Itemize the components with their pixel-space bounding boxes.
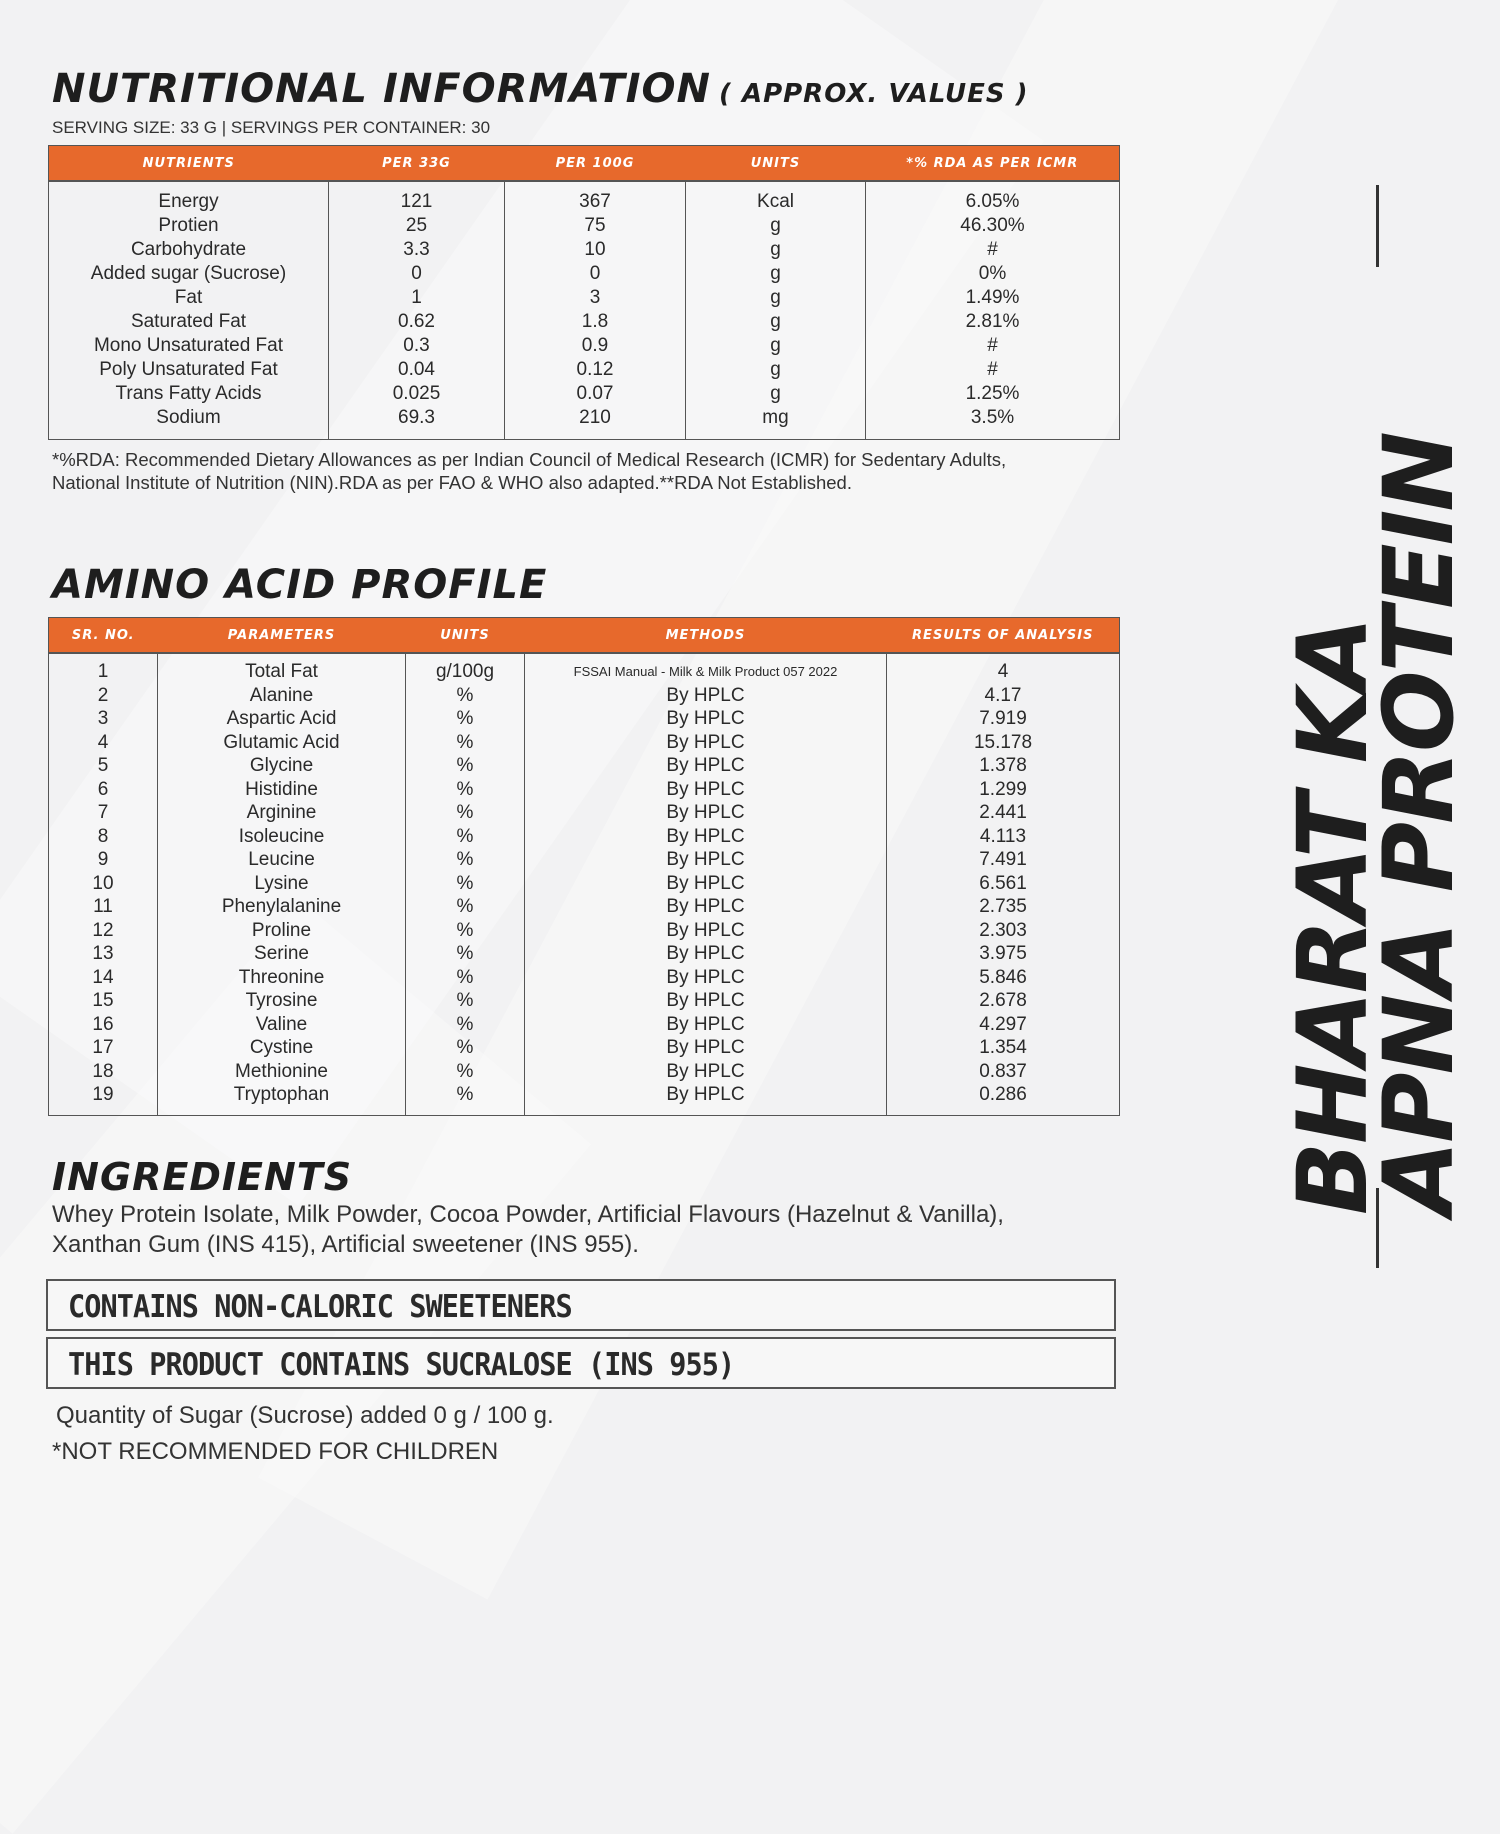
- sucralose-warning-box: [46, 1337, 1116, 1389]
- amino-cell: By HPLC: [525, 989, 887, 1013]
- amino-cell: %: [406, 731, 525, 755]
- nutrition-cell: 1.49%: [866, 286, 1120, 310]
- amino-cell: 2.441: [887, 801, 1120, 825]
- amino-cell: 1.299: [887, 778, 1120, 802]
- nutrition-cell: 3: [505, 286, 686, 310]
- sucralose-warning-text: THIS PRODUCT CONTAINS SUCRALOSE (INS 955): [68, 1347, 735, 1383]
- amino-cell: %: [406, 684, 525, 708]
- amino-row: [49, 872, 1120, 896]
- amino-cell: 4: [887, 653, 1120, 684]
- amino-row: [49, 1083, 1120, 1115]
- nutrition-subtitle: ( APPROX. VALUES ): [719, 79, 1029, 109]
- amino-row: [49, 825, 1120, 849]
- amino-cell: Tyrosine: [158, 989, 406, 1013]
- amino-cell: 4.113: [887, 825, 1120, 849]
- amino-row: [49, 653, 1120, 684]
- amino-cell: Valine: [158, 1013, 406, 1037]
- nutrition-cell: Carbohydrate: [49, 238, 329, 262]
- amino-cell: 13: [49, 942, 158, 966]
- amino-row: [49, 848, 1120, 872]
- amino-cell: Total Fat: [158, 653, 406, 684]
- amino-cell: By HPLC: [525, 731, 887, 755]
- nutrition-table: [48, 145, 1120, 440]
- amino-row: [49, 731, 1120, 755]
- amino-cell: %: [406, 707, 525, 731]
- amino-cell: 10: [49, 872, 158, 896]
- amino-row: [49, 1036, 1120, 1060]
- amino-cell: By HPLC: [525, 778, 887, 802]
- amino-row: [49, 989, 1120, 1013]
- nutrition-cell: 3.5%: [866, 406, 1120, 440]
- amino-row: [49, 942, 1120, 966]
- ingredients-list: [52, 1200, 1132, 1260]
- amino-cell: 7.919: [887, 707, 1120, 731]
- rda-footnote: [52, 448, 1132, 494]
- amino-cell: 0.286: [887, 1083, 1120, 1115]
- nutrition-header-cell: PER 33G: [329, 146, 505, 182]
- children-note: *NOT RECOMMENDED FOR CHILDREN: [52, 1438, 499, 1465]
- amino-cell: 17: [49, 1036, 158, 1060]
- nutrition-cell: 0.07: [505, 382, 686, 406]
- amino-cell: 7: [49, 801, 158, 825]
- amino-cell: 3.975: [887, 942, 1120, 966]
- nutrition-cell: 25: [329, 214, 505, 238]
- nutrition-title-text: NUTRITIONAL INFORMATION: [52, 66, 712, 112]
- amino-cell: %: [406, 1036, 525, 1060]
- amino-cell: %: [406, 942, 525, 966]
- amino-cell: By HPLC: [525, 919, 887, 943]
- slogan-line1: BHARAT KA: [1277, 618, 1389, 1215]
- amino-cell: 4.297: [887, 1013, 1120, 1037]
- amino-cell: 2.678: [887, 989, 1120, 1013]
- nutrition-cell: 46.30%: [866, 214, 1120, 238]
- nutrition-cell: 1.25%: [866, 382, 1120, 406]
- amino-cell: Isoleucine: [158, 825, 406, 849]
- amino-row: [49, 778, 1120, 802]
- nutrition-cell: g: [686, 358, 866, 382]
- amino-cell: 0.837: [887, 1060, 1120, 1084]
- amino-cell: By HPLC: [525, 684, 887, 708]
- sweetener-warning-box: [46, 1279, 1116, 1331]
- nutrition-header-cell: PER 100G: [505, 146, 686, 182]
- amino-cell: Lysine: [158, 872, 406, 896]
- nutrition-cell: g: [686, 214, 866, 238]
- nutrition-cell: 0.3: [329, 334, 505, 358]
- nutrition-cell: 1.8: [505, 310, 686, 334]
- ingredients-title: INGREDIENTS: [52, 1155, 353, 1199]
- amino-cell: Histidine: [158, 778, 406, 802]
- nutrition-header-row: [49, 146, 1120, 182]
- nutrition-cell: 210: [505, 406, 686, 440]
- nutrition-cell: 69.3: [329, 406, 505, 440]
- amino-cell: Threonine: [158, 966, 406, 990]
- amino-cell: By HPLC: [525, 1013, 887, 1037]
- nutrition-cell: 2.81%: [866, 310, 1120, 334]
- amino-cell: Alanine: [158, 684, 406, 708]
- amino-table: [48, 617, 1120, 1116]
- amino-cell: Aspartic Acid: [158, 707, 406, 731]
- amino-cell: %: [406, 754, 525, 778]
- amino-cell: %: [406, 966, 525, 990]
- nutrition-row: [49, 238, 1120, 262]
- amino-cell: 15: [49, 989, 158, 1013]
- amino-cell: %: [406, 1083, 525, 1115]
- nutrition-cell: Fat: [49, 286, 329, 310]
- nutrition-cell: 0.12: [505, 358, 686, 382]
- nutrition-cell: #: [866, 358, 1120, 382]
- amino-row: [49, 895, 1120, 919]
- amino-cell: 8: [49, 825, 158, 849]
- amino-header-row: [49, 618, 1120, 654]
- amino-cell: 5: [49, 754, 158, 778]
- amino-cell: %: [406, 919, 525, 943]
- nutrition-cell: Added sugar (Sucrose): [49, 262, 329, 286]
- nutrition-cell: 0.04: [329, 358, 505, 382]
- sweetener-warning-text: CONTAINS NON-CALORIC SWEETENERS: [68, 1289, 572, 1325]
- nutrition-row: [49, 358, 1120, 382]
- amino-header-cell: PARAMETERS: [158, 618, 406, 654]
- rda-footnote-line1: *%RDA: Recommended Dietary Allowances as per Indian Council of Medical Research (ICMR) for Sedentary Adults,: [52, 449, 1007, 470]
- amino-cell: By HPLC: [525, 895, 887, 919]
- amino-cell: Glycine: [158, 754, 406, 778]
- amino-cell: 2.735: [887, 895, 1120, 919]
- amino-cell: Glutamic Acid: [158, 731, 406, 755]
- amino-cell: 5.846: [887, 966, 1120, 990]
- nutrition-cell: 1: [329, 286, 505, 310]
- ingredients-line1: Whey Protein Isolate, Milk Powder, Cocoa Powder, Artificial Flavours (Hazelnut & Vanilla),: [52, 1201, 1004, 1228]
- nutrition-cell: #: [866, 238, 1120, 262]
- nutrition-cell: Sodium: [49, 406, 329, 440]
- amino-row: [49, 966, 1120, 990]
- amino-cell: %: [406, 895, 525, 919]
- nutrition-cell: Trans Fatty Acids: [49, 382, 329, 406]
- nutrition-cell: 0.9: [505, 334, 686, 358]
- amino-cell: FSSAI Manual - Milk & Milk Product 057 2022: [525, 653, 887, 684]
- ingredients-line2: Xanthan Gum (INS 415), Artificial sweetener (INS 955).: [52, 1231, 639, 1258]
- nutrition-cell: 6.05%: [866, 181, 1120, 214]
- nutrition-cell: Energy: [49, 181, 329, 214]
- nutrition-cell: 0: [329, 262, 505, 286]
- nutrition-header-cell: NUTRIENTS: [49, 146, 329, 182]
- nutrition-cell: g: [686, 382, 866, 406]
- amino-cell: g/100g: [406, 653, 525, 684]
- amino-header-cell: SR. NO.: [49, 618, 158, 654]
- amino-cell: 4: [49, 731, 158, 755]
- nutrition-cell: 0.025: [329, 382, 505, 406]
- amino-cell: Cystine: [158, 1036, 406, 1060]
- amino-cell: By HPLC: [525, 801, 887, 825]
- amino-cell: %: [406, 801, 525, 825]
- nutrition-cell: 0%: [866, 262, 1120, 286]
- amino-cell: %: [406, 989, 525, 1013]
- amino-cell: %: [406, 848, 525, 872]
- amino-row: [49, 1013, 1120, 1037]
- amino-cell: By HPLC: [525, 754, 887, 778]
- nutrition-row: [49, 310, 1120, 334]
- nutrition-cell: Protien: [49, 214, 329, 238]
- nutrition-row: [49, 334, 1120, 358]
- amino-cell: By HPLC: [525, 1060, 887, 1084]
- nutrition-cell: 75: [505, 214, 686, 238]
- amino-cell: %: [406, 872, 525, 896]
- amino-cell: By HPLC: [525, 942, 887, 966]
- amino-header-cell: UNITS: [406, 618, 525, 654]
- amino-cell: 1.378: [887, 754, 1120, 778]
- amino-cell: 6: [49, 778, 158, 802]
- amino-cell: Tryptophan: [158, 1083, 406, 1115]
- nutrition-cell: Mono Unsaturated Fat: [49, 334, 329, 358]
- nutrition-cell: g: [686, 262, 866, 286]
- amino-cell: 9: [49, 848, 158, 872]
- amino-cell: %: [406, 825, 525, 849]
- amino-cell: Proline: [158, 919, 406, 943]
- amino-cell: %: [406, 778, 525, 802]
- nutrition-cell: 3.3: [329, 238, 505, 262]
- amino-cell: 14: [49, 966, 158, 990]
- amino-cell: 16: [49, 1013, 158, 1037]
- nutrition-row: [49, 214, 1120, 238]
- serving-info: SERVING SIZE: 33 G | SERVINGS PER CONTAINER: 30: [52, 118, 491, 137]
- nutrition-cell: 0.62: [329, 310, 505, 334]
- nutrition-cell: g: [686, 310, 866, 334]
- amino-row: [49, 684, 1120, 708]
- amino-cell: By HPLC: [525, 1083, 887, 1115]
- amino-cell: Phenylalanine: [158, 895, 406, 919]
- amino-cell: By HPLC: [525, 872, 887, 896]
- nutrition-cell: 0: [505, 262, 686, 286]
- nutrition-header-cell: UNITS: [686, 146, 866, 182]
- amino-cell: Methionine: [158, 1060, 406, 1084]
- amino-cell: Serine: [158, 942, 406, 966]
- nutrition-row: [49, 286, 1120, 310]
- nutrition-cell: Kcal: [686, 181, 866, 214]
- amino-row: [49, 1060, 1120, 1084]
- nutrition-cell: mg: [686, 406, 866, 440]
- amino-cell: 3: [49, 707, 158, 731]
- amino-cell: 18: [49, 1060, 158, 1084]
- nutrition-row: [49, 181, 1120, 214]
- amino-cell: 1.354: [887, 1036, 1120, 1060]
- brand-slogan: [1277, 433, 1475, 1215]
- nutrition-row: [49, 382, 1120, 406]
- amino-cell: 12: [49, 919, 158, 943]
- amino-cell: 4.17: [887, 684, 1120, 708]
- sugar-note: Quantity of Sugar (Sucrose) added 0 g / 100 g.: [56, 1402, 554, 1429]
- nutrition-row: [49, 262, 1120, 286]
- nutrition-cell: 367: [505, 181, 686, 214]
- nutrition-row: [49, 406, 1120, 440]
- amino-cell: 7.491: [887, 848, 1120, 872]
- nutrition-cell: Poly Unsaturated Fat: [49, 358, 329, 382]
- nutrition-cell: g: [686, 334, 866, 358]
- slogan-line2: APNA PROTEIN: [1363, 433, 1475, 1215]
- nutrition-cell: g: [686, 238, 866, 262]
- amino-cell: Leucine: [158, 848, 406, 872]
- amino-cell: By HPLC: [525, 825, 887, 849]
- nutrition-cell: 121: [329, 181, 505, 214]
- amino-cell: %: [406, 1013, 525, 1037]
- amino-cell: 19: [49, 1083, 158, 1115]
- amino-cell: By HPLC: [525, 848, 887, 872]
- amino-cell: By HPLC: [525, 966, 887, 990]
- amino-row: [49, 801, 1120, 825]
- nutrition-header-cell: *% RDA AS PER ICMR: [866, 146, 1120, 182]
- amino-cell: 2.303: [887, 919, 1120, 943]
- amino-row: [49, 707, 1120, 731]
- nutrition-cell: g: [686, 286, 866, 310]
- amino-cell: 1: [49, 653, 158, 684]
- amino-cell: 11: [49, 895, 158, 919]
- nutrition-cell: 10: [505, 238, 686, 262]
- amino-row: [49, 919, 1120, 943]
- nutrition-cell: Saturated Fat: [49, 310, 329, 334]
- amino-cell: Arginine: [158, 801, 406, 825]
- amino-cell: 15.178: [887, 731, 1120, 755]
- amino-cell: 6.561: [887, 872, 1120, 896]
- amino-cell: By HPLC: [525, 707, 887, 731]
- rda-footnote-line2: National Institute of Nutrition (NIN).RDA as per FAO & WHO also adapted.**RDA Not Established.: [52, 472, 852, 493]
- amino-cell: By HPLC: [525, 1036, 887, 1060]
- amino-header-cell: METHODS: [525, 618, 887, 654]
- amino-title: AMINO ACID PROFILE: [52, 562, 548, 608]
- slogan-divider-top: [1376, 185, 1379, 267]
- nutrition-title: [52, 66, 1029, 112]
- amino-header-cell: RESULTS OF ANALYSIS: [887, 618, 1120, 654]
- amino-cell: %: [406, 1060, 525, 1084]
- nutrition-cell: #: [866, 334, 1120, 358]
- amino-row: [49, 754, 1120, 778]
- amino-cell: 2: [49, 684, 158, 708]
